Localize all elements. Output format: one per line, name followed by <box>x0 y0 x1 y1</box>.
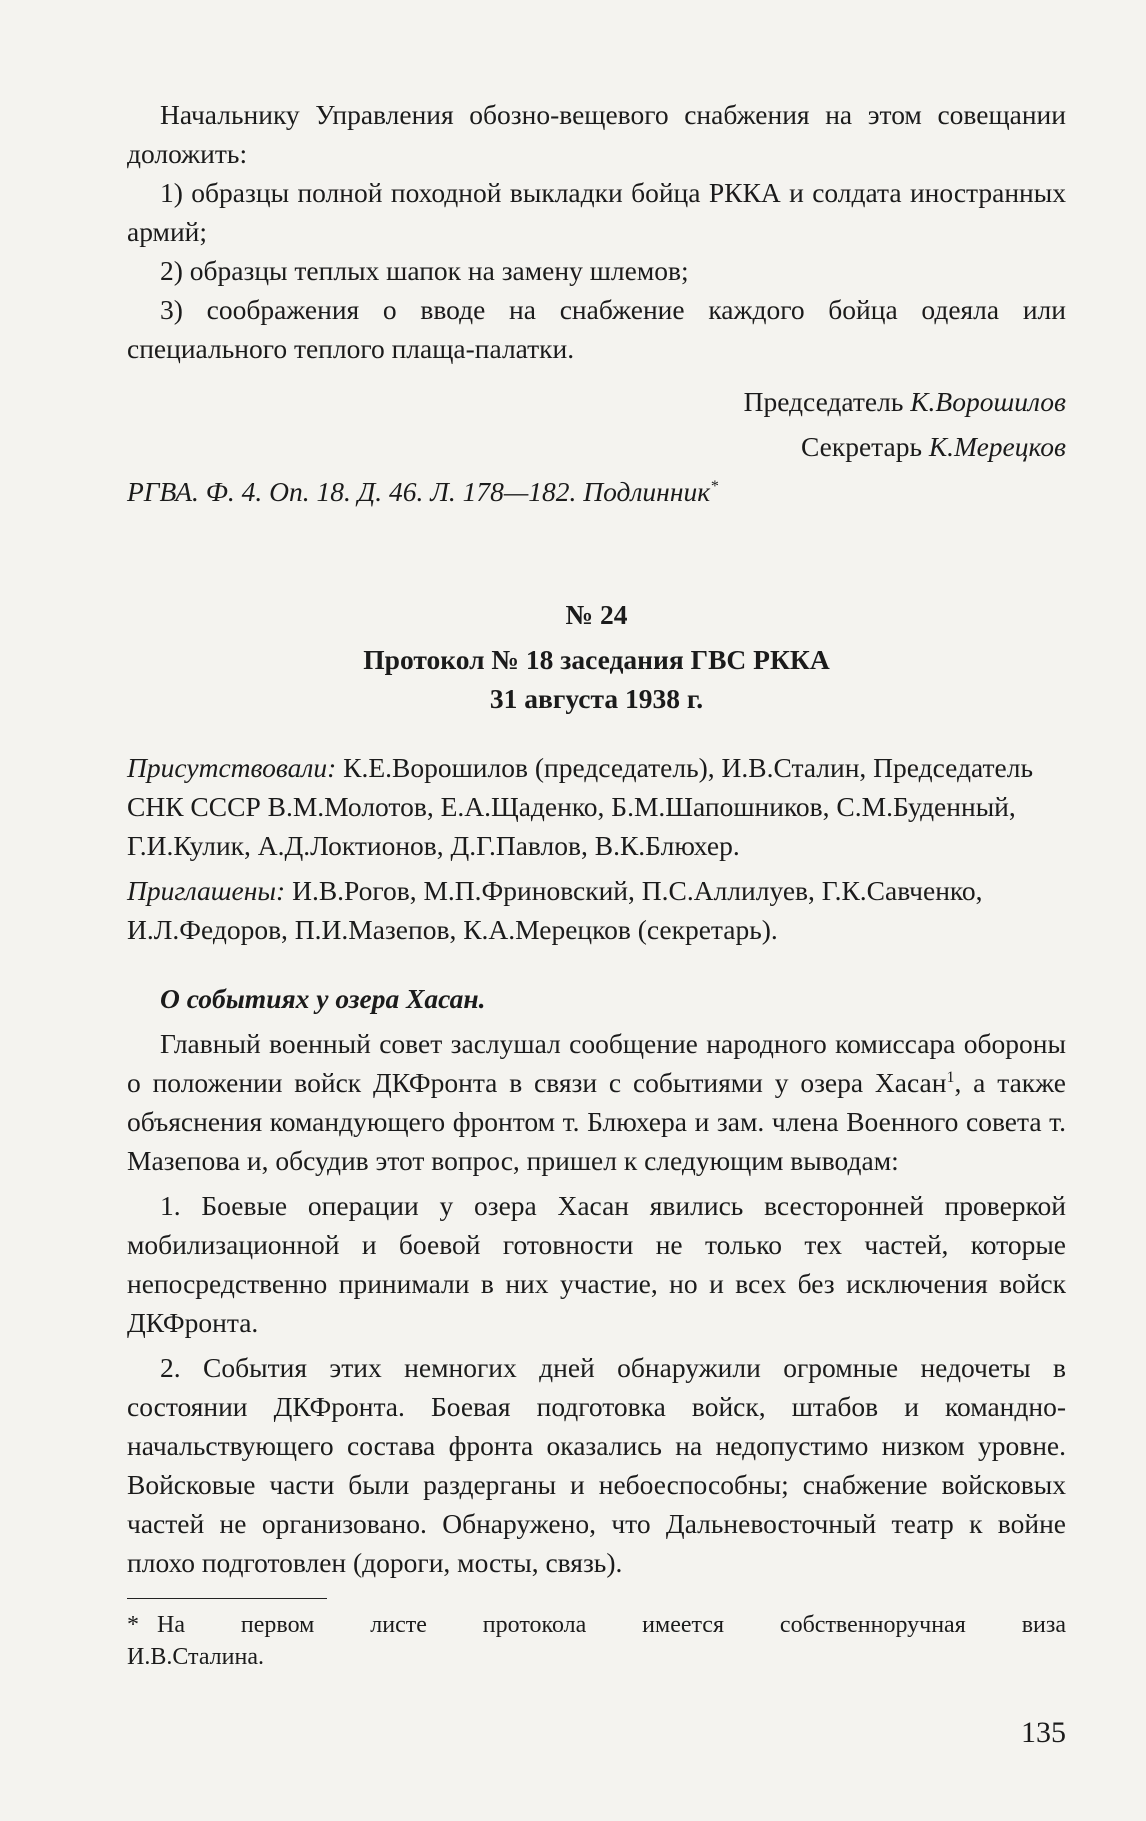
chair-role: Председатель <box>743 386 904 417</box>
archive-footnote-mark: * <box>710 477 719 495</box>
chair-name: К.Ворошилов <box>910 386 1066 417</box>
chair-signature <box>127 382 1066 421</box>
footnote-divider <box>127 1598 327 1599</box>
footnote-text-1: На первом листе протокола имеется собственноручная виза <box>157 1612 1066 1638</box>
footnote-mark: * <box>127 1612 139 1638</box>
archive-text: РГВА. Ф. 4. Оп. 18. Д. 46. Л. 178—182. Подлинник <box>127 476 711 507</box>
body-paragraph-2: 1. Боевые операции у озера Хасан явились всесторонней проверкой мобилизационной и боевой готовности не только тех частей, которые непосредственно принимали в них участие, но и всех без исключения войск ДКФронта. <box>127 1190 1066 1338</box>
invited-label: Приглашены: <box>127 875 286 906</box>
footnote-line-1 <box>127 1609 1066 1641</box>
intro-paragraph: Начальнику Управления обозно-вещевого снабжения на этом совещании доложить: <box>127 99 1066 169</box>
page-number: 135 <box>1021 1716 1066 1749</box>
intro-item-3: 3) соображения о вводе на снабжение каждого бойца одеяла или специального теплого плаща-палатки. <box>127 294 1066 364</box>
secretary-signature <box>127 427 1066 466</box>
secretary-name: К.Мерецков <box>928 431 1066 462</box>
intro-item-1: 1) образцы полной походной выкладки бойца РККА и солдата иностранных армий; <box>127 177 1066 247</box>
body-paragraph-1 <box>127 1024 1066 1180</box>
footnote-line-2: И.В.Сталина. <box>127 1644 264 1670</box>
attendees-invited <box>127 871 1066 949</box>
document-date: 31 августа 1938 г. <box>489 683 704 714</box>
attendees-present <box>127 748 1066 865</box>
body-p1-before: Главный военный совет заслушал сообщение народного комиссара обороны о положении войск ДКФронта в связи с событиями у озера Хасан <box>127 1028 1066 1098</box>
secretary-role: Секретарь <box>800 431 923 462</box>
invited-list: И.В.Рогов, М.П.Фриновский, П.С.Аллилуев, Г.К.Савченко, И.Л.Федоров, П.И.Мазепов, К.А.Мерецков (секретарь). <box>127 875 983 945</box>
body-paragraph-3: 2. События этих немногих дней обнаружили огромные недочеты в состоянии ДКФронта. Боевая подготовка войск, штабов и командно-начальствующего состава фронта оказались на недопустимо низком уровне. Войсковые части были раздерганы и небоеспособны; снабжение войсковых частей не организовано. Обнаружено, что Дальневосточный театр к войне плохо подготовлен (дороги, мосты, связь). <box>127 1352 1066 1578</box>
archive-reference <box>127 472 1066 511</box>
document-title: Протокол № 18 заседания ГВС РККА <box>363 644 830 675</box>
endnote-mark-1: 1 <box>946 1068 955 1086</box>
footnote <box>127 1609 1066 1673</box>
section-title: О событиях у озера Хасан. <box>160 983 486 1014</box>
intro-item-2: 2) образцы теплых шапок на замену шлемов; <box>160 255 689 286</box>
present-label: Присутствовали: <box>127 752 337 783</box>
document-number: № 24 <box>565 599 628 630</box>
present-list: К.Е.Ворошилов (председатель), И.В.Сталин, Председатель СНК СССР В.М.Молотов, Е.А.Щаденко, Б.М.Шапошников, С.М.Буденный, Г.И.Кулик, А.Д.Локтионов, Д.Г.Павлов, В.К.Блюхер. <box>127 752 1033 861</box>
text-column <box>127 95 1066 1673</box>
body-p1-after: , а также объяснения командующего фронтом т. Блюхера и зам. члена Военного совета т. Мазепова и, обсудив этот вопрос, пришел к следующим выводам: <box>127 1067 1066 1176</box>
